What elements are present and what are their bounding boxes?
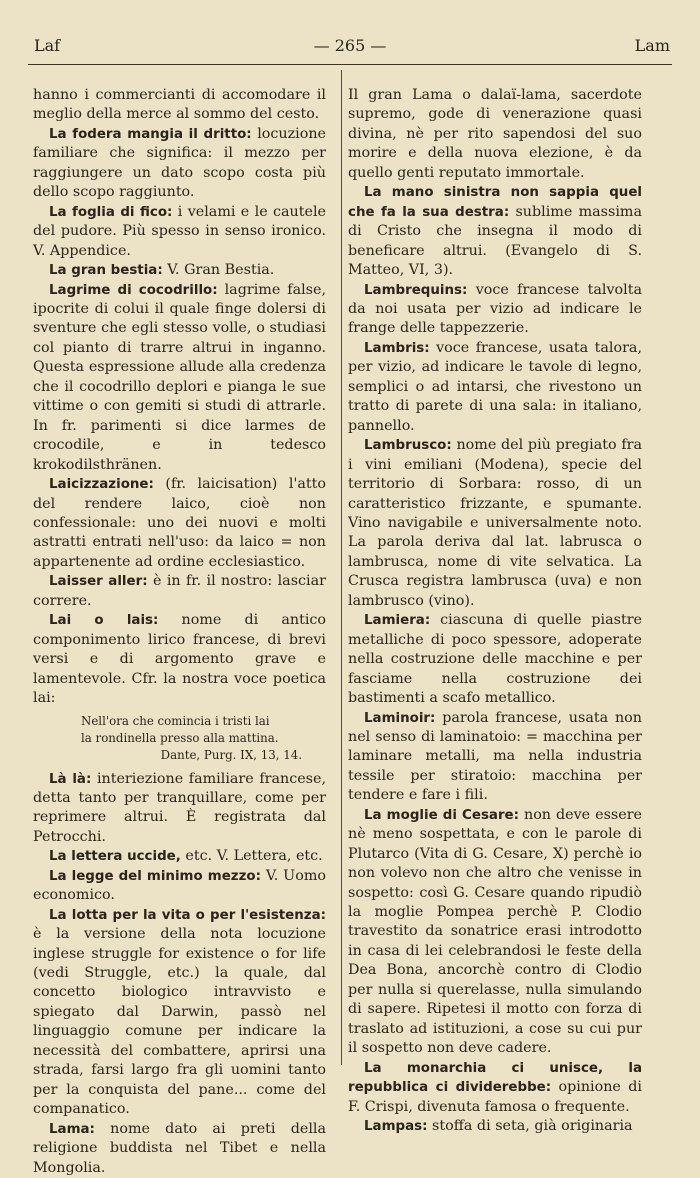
entry-definition: i velami e le cautele del pudore. Più spesso in senso ironico. V. Appendice. xyxy=(33,203,326,259)
entry-definition: V. Uomo economico. xyxy=(33,867,326,904)
entry-definition: V. Gran Bestia. xyxy=(167,262,275,279)
page-header xyxy=(30,36,670,56)
entry-headword: Laminoir: xyxy=(364,710,436,726)
dictionary-entry xyxy=(33,203,326,261)
poetry-quote xyxy=(81,713,326,764)
dictionary-entry xyxy=(33,572,326,611)
entry-definition: stoffa di seta, già originaria xyxy=(432,1118,633,1135)
entry-definition: Il gran Lama o dalaï-lama, sacerdote supremo, gode di venerazione quasi divina, nè per rito sapendosi del suo morire e della nuova elezione, è da quello genti reputato immortale. xyxy=(348,87,642,181)
entry-definition: (fr. laicisation) l'atto del rendere laico, cioè non confessionale: uno dei nuovi e molti astratti entrati nell'uso: da laico = non appartenente ad ordine ecclesiastico. xyxy=(33,476,326,570)
entry-definition: è la versione della nota locuzione inglese struggle for existence o for life (vedi Struggle, etc.) la quale, dal concetto biologico intravvisto e spiegato dal Darwin, passò nel linguaggio comune per indicare la necessità del combattere, aprirsi una strada, farsi largo fra gli uomini tanto per la conquista del pane... come del companatico. xyxy=(33,926,326,1118)
entry-definition: interiezione familiare francese, detta tanto per tranquillare, come per reprimere altrui. È registrata dal Petrocchi. xyxy=(33,770,327,845)
dictionary-entry xyxy=(33,770,326,848)
entry-definition: ciascuna di quelle piastre metalliche di poco spessore, adoperate nella costruzione delle macchine e per fasciame nella costruzione dei bastimenti a scafo metallico. xyxy=(348,612,643,707)
quote-line: Nell'ora che comincia i tristi lai xyxy=(81,713,270,728)
entry-headword: Là là: xyxy=(49,771,92,787)
entry-definition: nome di antico componimento lirico francese, di brevi versi e di argomento grave e lamentevole. Cfr. la nostra voce poetica lai: xyxy=(33,612,327,707)
entry-definition: è in fr. il nostro: lasciar correre. xyxy=(33,573,326,609)
dictionary-entry xyxy=(348,709,642,806)
dictionary-entry xyxy=(348,86,642,183)
dictionary-entry xyxy=(348,436,642,611)
entry-headword: Lambrusco: xyxy=(364,438,452,454)
dictionary-entry xyxy=(348,281,642,339)
dictionary-entry xyxy=(33,847,326,866)
entry-definition: etc. V. Lettera, etc. xyxy=(185,848,323,865)
entry-definition: nome del più pregiato fra i vini emiliani (Modena), specie del territorio di Sorbara: rosso, di un caratteristico frizzante, e spumante. Vino navigabile e universalmente noto. La parola deriva dal lat. labrusca o lambrusca, nome di vite selvatica. La Crusca registra lambrusca (uva) e non lambrusco (vino). xyxy=(348,437,643,609)
entry-headword: La lotta per la vita o per l'esistenza: xyxy=(49,907,326,923)
entry-definition: sublime massima di Cristo che insegna il modo di beneficare altrui. (Evangelo di S. Matteo, VI, 3). xyxy=(348,203,643,279)
dictionary-entry xyxy=(348,1117,642,1136)
dictionary-entry xyxy=(33,906,326,1120)
dictionary-entry xyxy=(33,125,326,203)
entry-definition: parola francese, usata non nel senso di laminatoio: = macchina per laminare metalli, ma nella industria tessile per stiratoio: macchina per tendere e fare i fili. xyxy=(348,709,642,804)
entry-headword: Laisser aller: xyxy=(49,574,148,590)
entry-headword: La lettera uccide, xyxy=(49,849,181,865)
entry-definition: voce francese, usata talora, per vizio, ad indicare le tavole di legno, semplici o ad intarsi, che rivestono un tratto di parete di una sala: in italiano, pannello. xyxy=(348,339,642,434)
dictionary-entry xyxy=(348,339,642,436)
entry-definition: nome dato ai preti della religione buddista nel Tibet e nella Mongolia. xyxy=(33,1120,326,1176)
entry-definition: non deve essere nè meno sospettata, e con le parole di Plutarco (Vita di G. Cesare, X) perchè io non volevo non che altro che venisse in sospetto: così G. Cesare quando ripudiò la moglie Pompea perchè P. Clodio travestito da sonatrice erasi introdotto in casa di lei celebrandosi le feste della Dea Bona, ancorchè contro di Clodio per nulla si querelasse, nulla simulando di sapere. Ripetesi il motto con forza di traslato ad istituzioni, a cose su cui pur il sospetto non deve cadere. xyxy=(348,806,643,1057)
entry-definition: opinione di F. Crispi, divenuta famosa o frequente. xyxy=(348,1079,642,1115)
dictionary-entry xyxy=(33,261,326,280)
header-left-guide-word: Laf xyxy=(34,36,61,55)
right-column xyxy=(348,86,643,1135)
left-column xyxy=(33,86,327,1176)
header-rule xyxy=(28,64,672,65)
header-right-guide-word: Lam xyxy=(634,36,670,55)
dictionary-entry xyxy=(348,183,642,280)
entry-headword: La moglie di Cesare: xyxy=(364,807,519,823)
entry-definition: lagrime false, ipocrite di colui il quale finge dolersi di sventure che egli stesso volle, o studiasi col pianto di trarre altrui in inganno. Questa espressione allude alla credenza che il cocodrillo deplori e pianga le sue vittime o con gemiti si studi di attrarle. In fr. parimenti si dice larmes de crocodile, e in tedesco krokodilsthränen. xyxy=(33,281,327,473)
entry-headword: Laicizzazione: xyxy=(49,477,154,493)
entry-headword: La monarchia ci unisce, la repubblica ci dividerebbe: xyxy=(348,1060,642,1096)
dictionary-entry xyxy=(33,611,326,708)
entry-headword: La legge del minimo mezzo: xyxy=(49,868,261,884)
dictionary-entry xyxy=(348,1059,642,1117)
entry-definition: locuzione familiare che significa: il mezzo per raggiungere un dato scopo costa più dello scopo raggiunto. xyxy=(33,125,326,201)
entry-headword: Lama: xyxy=(49,1121,95,1137)
entry-headword: La fodera mangia il dritto: xyxy=(49,126,252,142)
quote-source: Dante, Purg. IX, 13, 14. xyxy=(160,747,302,762)
entry-definition: voce francese talvolta da noi usata per vizio ad indicare le frange delle tappezzerie. xyxy=(348,281,643,337)
page-number: — 265 — xyxy=(313,36,387,55)
entry-headword: Lambrequins: xyxy=(364,282,468,298)
entry-headword: La gran bestia: xyxy=(49,263,163,279)
dictionary-entry xyxy=(33,867,326,906)
column-divider xyxy=(341,70,342,1065)
quote-line: la rondinella presso alla mattina. xyxy=(81,730,279,745)
entry-definition: hanno i commercianti di accomodare il meglio della merce al sommo del cesto. xyxy=(33,87,326,123)
dictionary-entry xyxy=(33,281,326,476)
dictionary-entry xyxy=(33,475,326,572)
entry-headword: Lamiera: xyxy=(364,613,431,629)
dictionary-entry xyxy=(33,86,326,125)
entry-headword: Lampas: xyxy=(364,1119,428,1135)
dictionary-entry xyxy=(33,1120,326,1178)
entry-headword: La foglia di fico: xyxy=(49,204,173,220)
dictionary-entry xyxy=(348,611,642,708)
entry-headword: Lambris: xyxy=(364,340,430,356)
entry-headword: Lagrime di cocodrillo: xyxy=(49,282,218,298)
entry-headword: La mano sinistra non sappia quel che fa la sua destra: xyxy=(348,185,642,220)
entry-headword: Lai o lais: xyxy=(49,613,159,629)
dictionary-entry xyxy=(348,806,642,1059)
